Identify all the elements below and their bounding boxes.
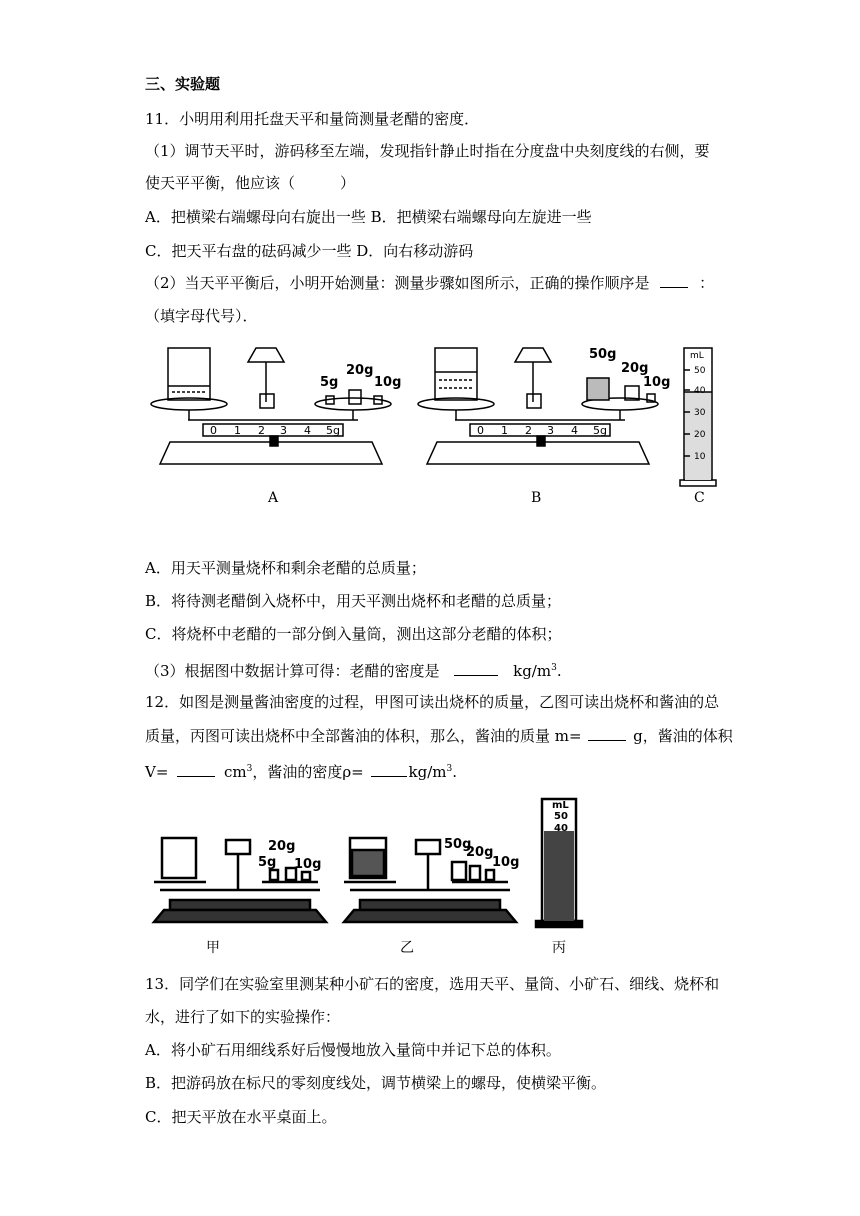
q11-stem: 11．小明用利用托盘天平和量筒测量老醋的密度． [145, 110, 480, 128]
q12-density-unit-sup: 3 [446, 764, 453, 774]
q13-step-a: A．将小矿石用细线系好后慢慢地放入量筒中并记下总的体积。 [145, 1041, 561, 1059]
q11-part3-end: . [556, 662, 562, 680]
ruler-tick-3: 3 [547, 424, 554, 437]
balance-figure-jia [150, 830, 330, 930]
ruler-tick-4: 4 [304, 424, 311, 437]
q12-line3-mid: ，酱油的密度ρ= [252, 763, 364, 781]
q11-part1-line2: 使天平平衡，他应该（ ） [145, 174, 356, 192]
q12-line1: 12．如图是测量酱油密度的过程，甲图可读出烧杯的质量，乙图可读出烧杯和酱油的总 [145, 693, 720, 711]
ruler-tick-3: 3 [280, 424, 287, 437]
weight-label-20g: 20g [621, 361, 649, 376]
cylinder-tick-10: 10 [694, 452, 706, 462]
ruler-tick-5g: 5g [593, 424, 607, 437]
graduated-cylinder-c [676, 344, 722, 490]
q11-part3 [145, 657, 562, 682]
q11-density-blank[interactable] [454, 660, 498, 676]
q11-part2-line2: （填字母代号）． [145, 307, 258, 325]
section-title: 三、实验题 [145, 75, 221, 93]
q11-step-c: C．将烧杯中老醋的一部分倒入量筒，测出这部分老醋的体积； [145, 625, 562, 643]
figure-yi-caption: 乙 [400, 940, 414, 956]
weight-label-5g: 5g [320, 375, 339, 390]
q11-part2-text: （2）当天平平衡后，小明开始测量：测量步骤如图所示，正确的操作顺序是 [145, 274, 650, 292]
balance-figure-yi [340, 830, 520, 930]
weight-label-20g: 20g [466, 845, 494, 860]
weight-label-20g: 20g [268, 839, 296, 854]
q12-line2-mid: g，酱油的体积 [633, 727, 733, 745]
figure-c-caption: C [694, 490, 705, 506]
weight-label-10g: 10g [643, 375, 671, 390]
q13-line2: 水，进行了如下的实验操作： [145, 1008, 341, 1026]
weight-label-10g: 10g [374, 375, 402, 390]
cylinder-unit: mL [690, 351, 704, 361]
ruler-tick-4: 4 [571, 424, 578, 437]
q11-options-cd: C．把天平右盘的砝码减少一些 D．向右移动游码 [145, 242, 474, 260]
q12-line2 [145, 725, 733, 747]
ruler-tick-2: 2 [258, 424, 265, 437]
weight-label-50g: 50g [589, 347, 617, 362]
q13-line1: 13．同学们在实验室里测某种小矿石的密度，选用天平、量筒、小矿石、细线、烧杯和 [145, 975, 720, 993]
q11-part3-text: （3）根据图中数据计算可得：老醋的密度是 [145, 662, 440, 680]
q12-line3-end: . [452, 763, 457, 781]
figure-a-caption: A [268, 490, 279, 506]
graduated-cylinder-bing [530, 795, 590, 930]
q11-step-a: A．用天平测量烧杯和剩余老醋的总质量； [145, 559, 426, 577]
q11-part2-colon: ： [699, 274, 715, 292]
q12-volume-blank[interactable] [177, 761, 215, 777]
q11-order-blank[interactable] [660, 272, 688, 288]
figure-bing-caption: 丙 [552, 940, 566, 956]
cylinder-tick-50: 50 [554, 811, 568, 822]
balance-figure-a [148, 342, 402, 470]
cylinder-tick-20: 20 [694, 430, 706, 440]
weight-label-5g: 5g [258, 855, 277, 870]
q11-density-unit: kg/m [513, 662, 552, 680]
ruler-tick-2: 2 [525, 424, 532, 437]
q12-v-label: V= [145, 763, 169, 781]
cylinder-unit: mL [552, 800, 569, 811]
q12-mass-blank[interactable] [588, 725, 626, 741]
q13-step-b: B．把游码放在标尺的零刻度线处，调节横梁上的螺母，使横梁平衡。 [145, 1074, 607, 1092]
q12-line2-text: 质量，丙图可读出烧杯中全部酱油的体积，那么，酱油的质量 m= [145, 727, 582, 745]
figure-b-caption: B [531, 490, 542, 506]
q11-part2-line1 [145, 272, 714, 294]
cylinder-tick-50: 50 [694, 366, 706, 376]
cylinder-tick-40: 40 [554, 823, 568, 834]
q13-step-c: C．把天平放在水平桌面上。 [145, 1108, 337, 1126]
ruler-tick-0: 0 [477, 424, 484, 437]
ruler-tick-0: 0 [210, 424, 217, 437]
q11-step-b: B．将待测老醋倒入烧杯中，用天平测出烧杯和老醋的总质量； [145, 592, 562, 610]
ruler-tick-5g: 5g [326, 424, 340, 437]
q12-volume-unit-sup: 3 [246, 764, 253, 774]
cylinder-tick-40: 40 [694, 386, 706, 396]
q12-volume-unit: cm [223, 763, 247, 781]
ruler-tick-1: 1 [234, 424, 241, 437]
q12-density-unit: kg/m [408, 763, 447, 781]
weight-label-10g: 10g [492, 855, 520, 870]
figure-jia-caption: 甲 [206, 940, 220, 956]
weight-label-10g: 10g [294, 857, 322, 872]
ruler-tick-1: 1 [501, 424, 508, 437]
weight-label-20g: 20g [346, 363, 374, 378]
q11-density-unit-sup: 3 [551, 663, 557, 673]
q11-part1-line1: （1）调节天平时，游码移至左端，发现指针静止时指在分度盘中央刻度线的右侧，要 [145, 142, 710, 160]
cylinder-tick-30: 30 [694, 408, 706, 418]
q12-density-blank[interactable] [371, 761, 407, 777]
q12-line3 [145, 758, 457, 783]
balance-figure-b [415, 342, 671, 470]
q11-options-ab: A．把横梁右端螺母向右旋出一些 B．把横梁右端螺母向左旋进一些 [145, 208, 592, 226]
weight-label-50g: 50g [444, 837, 472, 852]
